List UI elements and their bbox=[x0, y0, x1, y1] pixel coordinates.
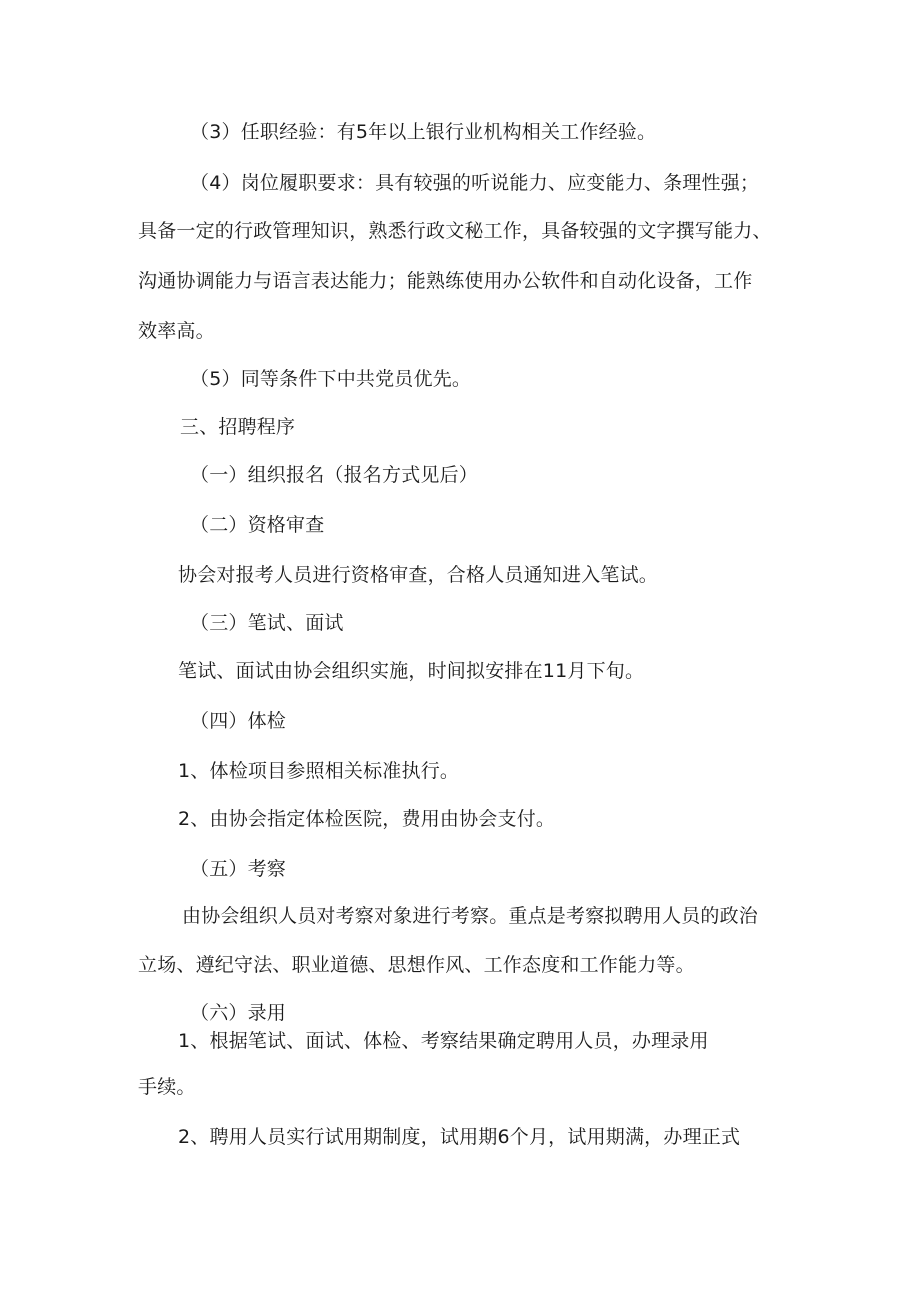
text-line: （3）任职经验：有5年以上银行业机构相关工作经验。 bbox=[190, 121, 657, 143]
text-line: 立场、遵纪守法、职业道德、思想作风、工作态度和工作能力等。 bbox=[138, 954, 695, 976]
subsection-heading: （六）录用 bbox=[190, 1002, 287, 1024]
text-line: 2、聘用人员实行试用期制度，试用期6个月，试用期满，办理正式 bbox=[178, 1126, 741, 1148]
text-line: 手续。 bbox=[138, 1076, 196, 1098]
text-line: 2、由协会指定体检医院，费用由协会支付。 bbox=[178, 808, 556, 830]
text-line: （4）岗位履职要求：具有较强的听说能力、应变能力、条理性强； bbox=[190, 172, 760, 194]
text-line: 效率高。 bbox=[138, 320, 215, 342]
subsection-heading: （三）笔试、面试 bbox=[190, 612, 344, 634]
text-line: 笔试、面试由协会组织实施，时间拟安排在11月下旬。 bbox=[178, 660, 645, 682]
text-line: 沟通协调能力与语言表达能力；能熟练使用办公软件和自动化设备，工作 bbox=[138, 270, 753, 292]
subsection-heading: （五）考察 bbox=[190, 858, 287, 880]
text-line: 具备一定的行政管理知识，熟悉行政文秘工作，具备较强的文字撰写能力、 bbox=[138, 220, 772, 242]
text-line: 协会对报考人员进行资格审查，合格人员通知进入笔试。 bbox=[178, 564, 659, 586]
text-line: （5）同等条件下中共党员优先。 bbox=[190, 368, 472, 390]
subsection-heading: （四）体检 bbox=[190, 710, 287, 732]
text-line: 1、体检项目参照相关标准执行。 bbox=[178, 760, 460, 782]
text-line: 由协会组织人员对考察对象进行考察。重点是考察拟聘用人员的政治 bbox=[182, 905, 759, 927]
subsection-heading: （二）资格审查 bbox=[190, 514, 325, 536]
text-line: 1、根据笔试、面试、体检、考察结果确定聘用人员，办理录用 bbox=[178, 1030, 709, 1052]
subsection-heading: （一）组织报名（报名方式见后） bbox=[190, 464, 479, 486]
section-heading: 三、招聘程序 bbox=[180, 416, 296, 438]
